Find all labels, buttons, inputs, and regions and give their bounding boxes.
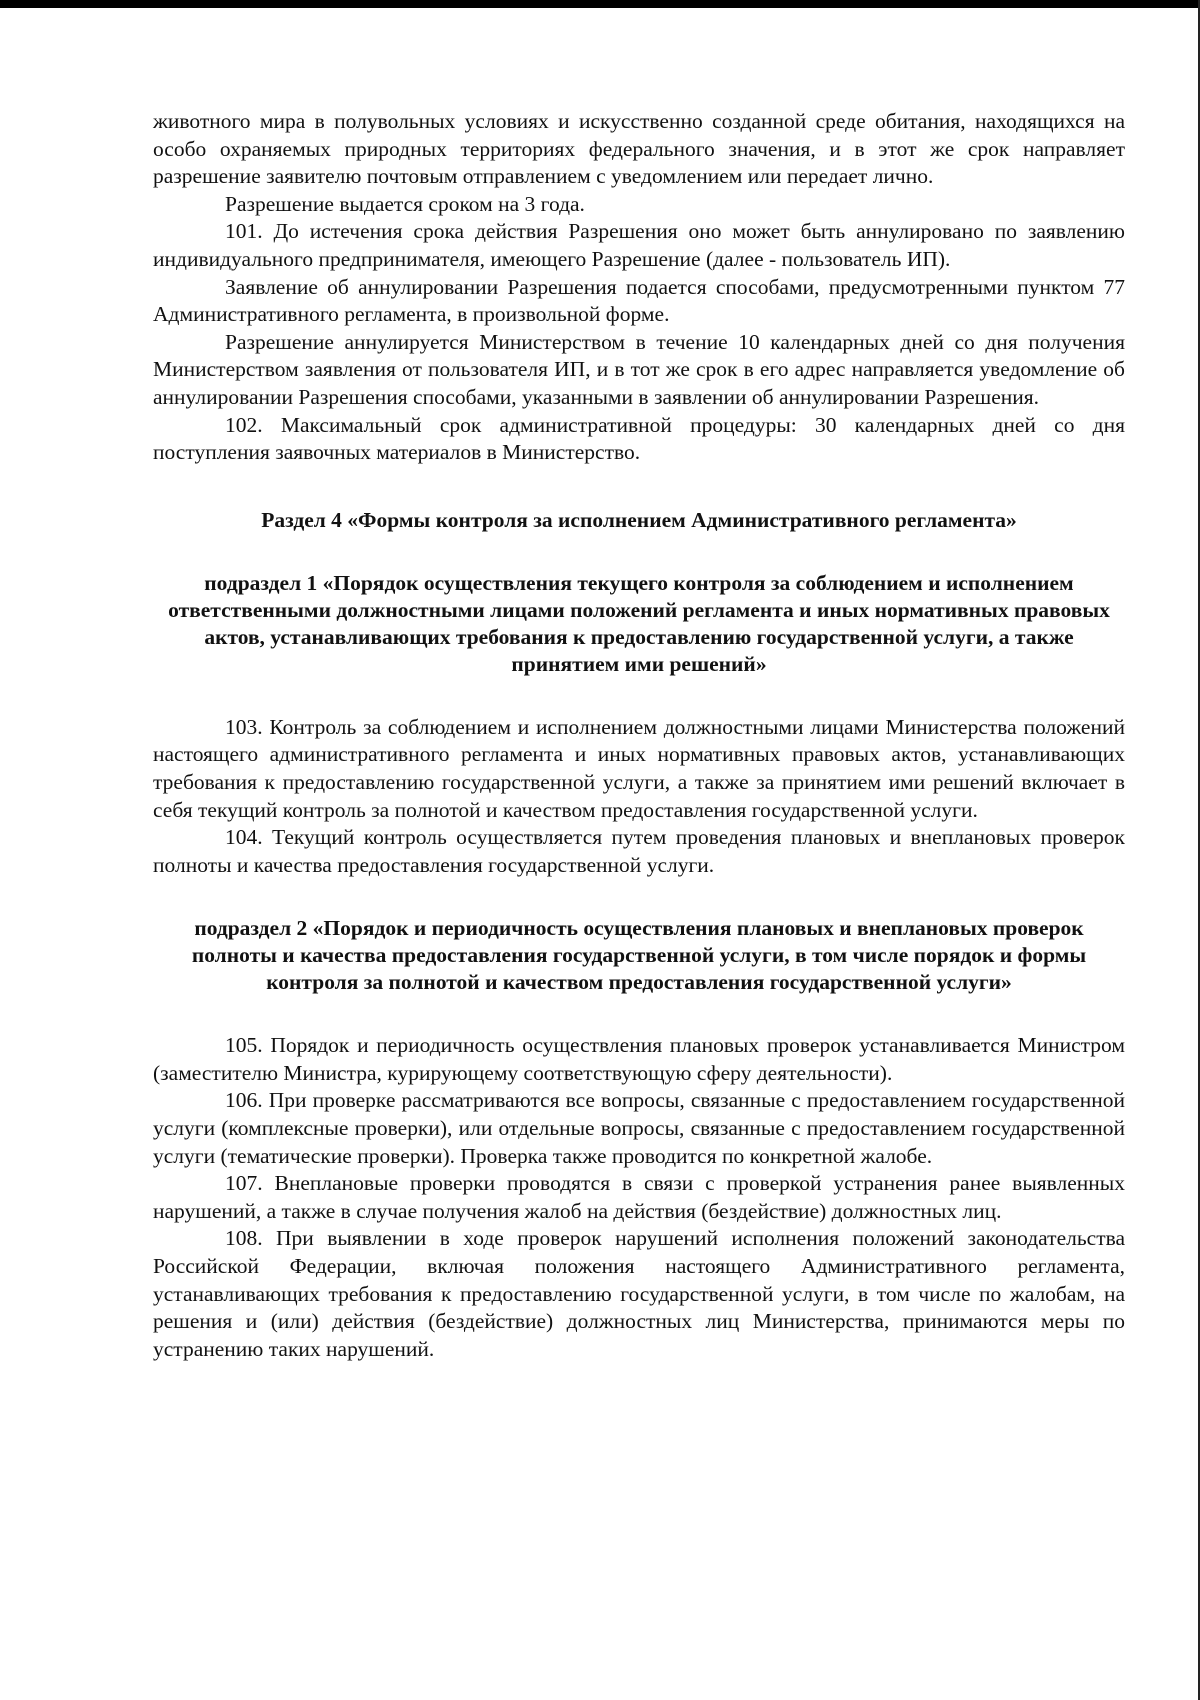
paragraph-101: 101. До истечения срока действия Разрешения оно может быть аннулировано по заявлению индивидуального предпринимателя, имеющего Разрешение (далее - пользователь ИП). [153,219,1125,271]
paragraph-105: 105. Порядок и периодичность осуществления плановых проверок устанавливается Министром (заместителю Министра, курирующему соответствующую сферу деятельности). [153,1033,1125,1085]
paragraph-108: 108. При выявлении в ходе проверок нарушений исполнения положений законодательства Российской Федерации, включая положения настоящего Административного регламента, устанавливающих требования к предоставлению государственной услуги, в том числе по жалобам, на решения и (или) действия (бездействие) должностных лиц Министерства, принимаются меры по устранению таких нарушений. [153,1226,1125,1361]
scan-border-top [0,0,1200,8]
paragraph-103: 103. Контроль за соблюдением и исполнением должностными лицами Министерства положений настоящего административного регламента и иных нормативных правовых актов, устанавливающих требования к предоставлению государственной услуги, а также за принятием ими решений включает в себя текущий контроль за полнотой и качеством предоставления государственной услуги. [153,714,1125,822]
section-4-heading: Раздел 4 «Формы контроля за исполнением Административного регламента» [261,507,1017,532]
paragraph-107: 107. Внеплановые проверки проводятся в связи с проверкой устранения ранее выявленных нарушений, а также в случае получения жалоб на действия (бездействие) должностных лиц. [153,1171,1125,1223]
subsection-2-heading: подраздел 2 «Порядок и периодичность осуществления плановых и внеплановых проверок полноты и качества предоставления государственной услуги, в том числе порядок и формы контроля за полнотой и качеством предоставления государственной услуги» [191,916,1087,995]
paragraph-permit-term: Разрешение выдается сроком на 3 года. [225,191,585,216]
paragraph-continuation: животного мира в полувольных условиях и искусственно созданной среде обитания, находящихся на особо охраняемых природных территориях федерального значения, и в этот же срок направляет разрешение заявителю почтовым отправлением с уведомлением или передает лично. [153,109,1125,189]
spacer [153,467,1125,507]
spacer [153,879,1125,915]
paragraph-annulment-procedure: Разрешение аннулируется Министерством в течение 10 календарных дней со дня получения Министерством заявления от пользователя ИП, и в тот же срок в его адрес направляется уведомление об аннулировании Разрешения способами, указанными в заявлении об аннулировании Разрешения. [153,329,1125,409]
document-page [153,108,1125,1363]
spacer [153,996,1125,1032]
paragraph-104: 104. Текущий контроль осуществляется путем проведения плановых и внеплановых проверок полноты и качества предоставления государственной услуги. [153,825,1125,877]
paragraph-106: 106. При проверке рассматриваются все вопросы, связанные с предоставлением государственной услуги (комплексные проверки), или отдельные вопросы, связанные с предоставлением государственной услуги (тематические проверки). Проверка также проводится по конкретной жалобе. [153,1088,1125,1168]
paragraph-annulment-request: Заявление об аннулировании Разрешения подается способами, предусмотренными пунктом 77 Административного регламента, в произвольной форме. [153,274,1125,327]
spacer [153,678,1125,714]
subsection-1-heading: подраздел 1 «Порядок осуществления текущего контроля за соблюдением и исполнением ответственными должностными лицами положений регламента и иных нормативных правовых актов, устанавливающих требования к предоставлению государственной услуги, а также принятием ими решений» [168,570,1110,676]
paragraph-102: 102. Максимальный срок административной процедуры: 30 календарных дней со дня поступления заявочных материалов в Министерство. [153,412,1125,465]
spacer [153,534,1125,570]
